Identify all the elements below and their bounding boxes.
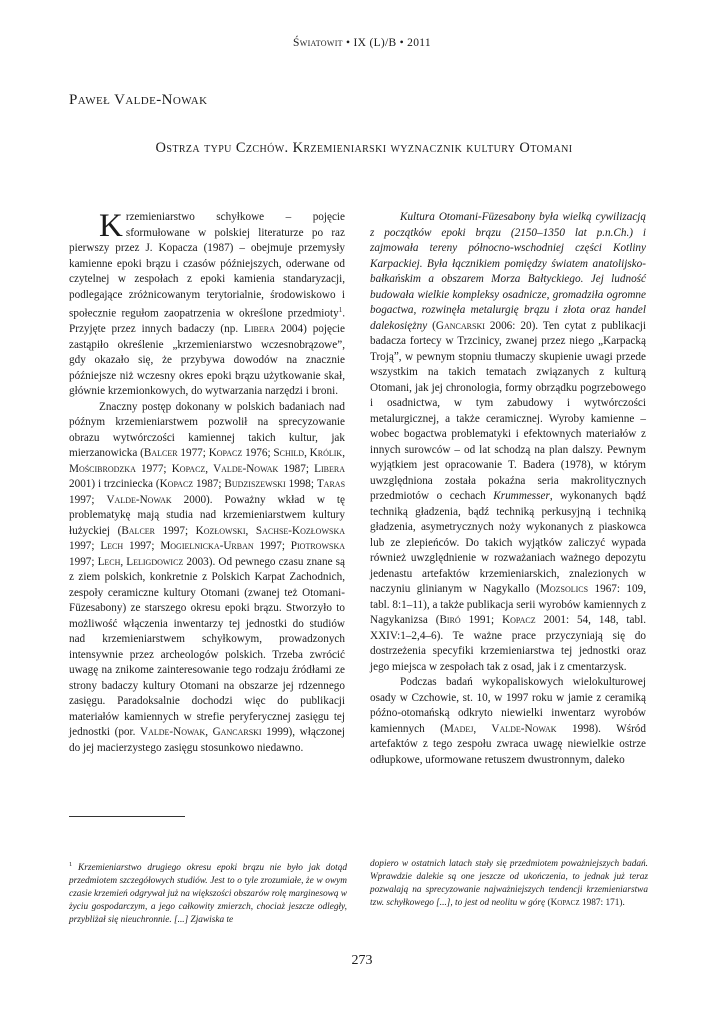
citation-author: Budziszewski: [224, 478, 286, 491]
footnote-text: Krzemieniarstwo drugiego okresu epoki brązu nie było jak dotąd przedmiotem szczegółowych studiów. Jest to o tyle zrozumiałe, że w owym czasie krzemień odgrywał już na większości obszarów rolę marginesową w życiu gospodarczym, a jego całkowity zmierzch, chociaż jeszcze odległy, przybliżał się nieuchronnie. [...] Zjawiska te: [69, 863, 347, 926]
text-run: 1997;: [123, 540, 161, 553]
text-run: Znaczny postęp dokonany w polskich badaniach nad późnym krzemieniarstwem pozwolił na sprecyzowanie obrazu wytwórczości kamiennej takich kultur, jak mierzanowicka (: [69, 400, 345, 460]
citation-author: Lech: [100, 540, 124, 553]
text-run: 2001: 54, 148, tabl. XXIV:1–2,4–6). Te ważne prace przyczyniają się do dostrzeżenia specyfiki krzemieniarstwa tej jednostki oraz jego miejsca w zespołach tak z osad, jak i z cmentarzysk.: [370, 614, 647, 673]
text-run: 1977;: [177, 447, 209, 460]
citation-author: Mogielnicka-Urban: [160, 540, 254, 553]
text-run: 2003). Od pewnego czasu znane są z ziem polskich, konkretnie z Polskich Karpat Zachodnich, zespoły ceramiczne kultury Otomani (zwanej też Otomani-Füzesabony) ze starszego okresu epoki brązu. Stworzyło to możliwość włączenia inwentarzy tej jednostki do studiów nad krzemieniarstwem schyłkowym, prowadzonych intensywnie przez archeologów polskich. Trzeba zwrócić uwagę na znikome zainteresowanie tego rodzaju źródłami ze strony badaczy kultury Otomani na obszarze jej rdzennego zasięgu. Paradoksalnie dochodzi więc do publikacji materiałów kamiennych w strefie peryferycznej zasięgu tej jednostki (por.: [69, 555, 345, 739]
text-run: 1997;: [69, 555, 98, 568]
citation-author: Balcer: [143, 447, 178, 460]
text-run: 1999), włączonej do jej macierzystego zasięgu stosunkowo niedawno.: [69, 726, 346, 754]
text-run: 2000). Poważny wkład w tę problematykę mają studia nad krzemieniarstwem kultury łużyckiej (: [69, 493, 346, 537]
text-run: 1997;: [155, 524, 196, 537]
footnote-ref[interactable]: 1: [338, 306, 343, 314]
text-run: 1997;: [253, 540, 291, 553]
running-head: Światowit • IX (L)/B • 2011: [293, 37, 431, 49]
article-title: Ostrza typu Czchów. Krzemieniarski wyznacznik kultury Otomani: [155, 140, 573, 156]
citation-author: Gancarski: [435, 319, 485, 332]
text-run: 1977;: [135, 462, 172, 475]
right-column: [370, 210, 646, 768]
author-name: Paweł Valde-Nowak: [69, 92, 208, 108]
text-run: 1997;: [69, 540, 101, 553]
citation-author: Lech, Leligdowicz: [97, 555, 184, 568]
citation-author: Balcer: [121, 524, 155, 537]
citation-author: Mozsolics: [539, 583, 589, 595]
citation-author: Kopacz: [208, 447, 243, 460]
citation-author: Piotrowska: [290, 540, 346, 553]
paragraph: [69, 210, 345, 400]
text-run: 1997;: [69, 493, 107, 506]
text-run: 1998). Wśród artefaktów z tego zespołu zwraca uwagę niewielkie ostrze odłupkowe, uformowane retuszem dwustronnym, daleko: [370, 722, 646, 766]
text-run: Podczas badań wykopaliskowych wielokulturowej osady w Czchowie, st. 10, w 1997 roku w jamie z ceramiką późno-otomańską odkryto niewielki inwentarz wyrobów kamiennych (: [370, 676, 646, 735]
drop-cap: K: [99, 208, 123, 244]
text-run: 2004) pojęcie zastąpiło określenie „krzemieniarstwo wczesnobrązowe”, gdy okazało się, że przybywa dowodów na znacznie późniejsze niż wczesny okres epoki brązu użytkowanie skał, głównie krzemionkowych, do wytwarzania narzędzi i broni.: [69, 323, 345, 398]
text-run: 2006: 20). Ten cytat z publikacji badacza fortecy w Trzcinicy, zwanej przez niego „Karpacką Trojąˮ, w pewnym stopniu tłumaczy skupienie uwagi przede wszystkim na takich tematach związanych z kulturą Otomani, jak jej chronologia, formy obrządku pogrzebowego i osadnictwa, w tym zabudowy i wytwórczości metalurgicznej, a także ceramicznej. Wyroby kamienne – wobec bogactwa problematyki i efektownych materiałów z innych surowców – od lat schodzą na plan dalszy. Pewnym wyjątkiem jest opracowanie T. Badera (1978), w którym uwzględniona została pokaźna seria makrolitycznych przedmiotów o cechach: [370, 319, 646, 502]
text-run: . Przyjęte przez innych badaczy (np.: [69, 307, 345, 336]
citation-author: Kopacz, Valde-Nowak: [171, 462, 279, 475]
text-run: 1976;: [242, 447, 274, 460]
citation-author: Kopacz: [502, 614, 536, 626]
citation-author: Madej, Valde-Nowak: [443, 722, 557, 735]
text-run: 1987;: [193, 478, 225, 491]
text-run: 1987;: [278, 462, 315, 475]
paragraph: [370, 675, 646, 768]
citation-author: Taras: [316, 478, 346, 491]
italic-term: Krummesser: [493, 490, 550, 502]
text-run: 1987: 171).: [579, 898, 625, 909]
citation-author: Valde-Nowak, Gancarski: [140, 726, 262, 739]
footnote-left: [69, 858, 347, 928]
text-run: (: [427, 319, 436, 332]
text-run: 1998;: [285, 478, 317, 491]
text-run: , wykonanych bądź techniką gładzenia, bądź techniką perkusyjną i techniką gładzenia, asymetrycznych noży wykonanych z piaskowca lub ze zlepieńców. Do takich wyjątków zaliczyć wypada również uwzględnienie w rozważaniach ważnego depozytu jedenastu artefaktów krzemieniarskich, znalezionych w naczyniu glinianym w Nagykallo (: [370, 490, 646, 595]
text-run: 2001) i trzciniecka (: [69, 478, 160, 491]
quote-text: Kultura Otomani-Füzesabony była wielką cywilizacją z początków epoki brązu (2150–1350 lat p.n.Ch.) i zajmowała tereny północno-wschodniej części Kotliny Karpackiej. Była łącznikiem pomiędzy światem anatolijsko-bałkańskim a obszarem Morza Bałtyckiego. Jej ludność budowała wielkie kompleksy osadnicze, gromadziła ogromne bogactwa, rozwinęła metalurgię brązu i złota oraz handel dalekosiężny: [370, 211, 646, 332]
footnote-right: [370, 858, 648, 910]
citation-author: Kopacz: [550, 898, 580, 909]
citation-author: Libera: [244, 323, 275, 336]
paragraph: [69, 400, 345, 757]
text-run: rzemieniarstwo schyłkowe – pojęcie sformułowane w polskiej literaturze po raz pierwszy przez J. Kopacza (1987) – obejmuje przemysły kamienne epoki brązu i czasów późniejszych, oderwane od czytelnej w zespołach z epoki kamienia standaryzacji, podlegające zróżnicowanym terytorialnie, środowiskowo i społecznie regułom zaopatrzenia w określone przedmioty: [69, 211, 345, 320]
text-run: 1991;: [460, 614, 503, 626]
footnote-divider: [69, 816, 185, 817]
text-run: (: [545, 898, 551, 909]
footnote-text: dopiero w ostatnich latach stały się przedmiotem poważniejszych badań. Wprawdzie dalekie są one jeszcze od ukończenia, to jednak już teraz pozwalają na sprecyzowanie najważniejszych tendencji krzemieniarstwa tzw. schyłkowego [...], to jest od neolitu w górę: [370, 859, 648, 909]
citation-author: Kopacz: [159, 478, 194, 491]
citation-author: Schild, Królik, Mościbrodzka: [69, 447, 346, 475]
footnote-number: 1: [69, 861, 73, 868]
citation-author: Valde-Nowak: [106, 493, 172, 506]
text-run: 1967: 109, tabl. 8:1–11), a także publikacja serii wyrobów kamiennych z Nagykanizsa (: [370, 583, 647, 626]
citation-author: Biró: [439, 614, 461, 626]
citation-author: Kozłowski, Sachse-Kozłowska: [195, 524, 345, 537]
citation-author: Libera: [314, 462, 346, 475]
left-column: [69, 210, 345, 756]
page-number: 273: [351, 953, 373, 968]
paragraph: [370, 210, 646, 675]
